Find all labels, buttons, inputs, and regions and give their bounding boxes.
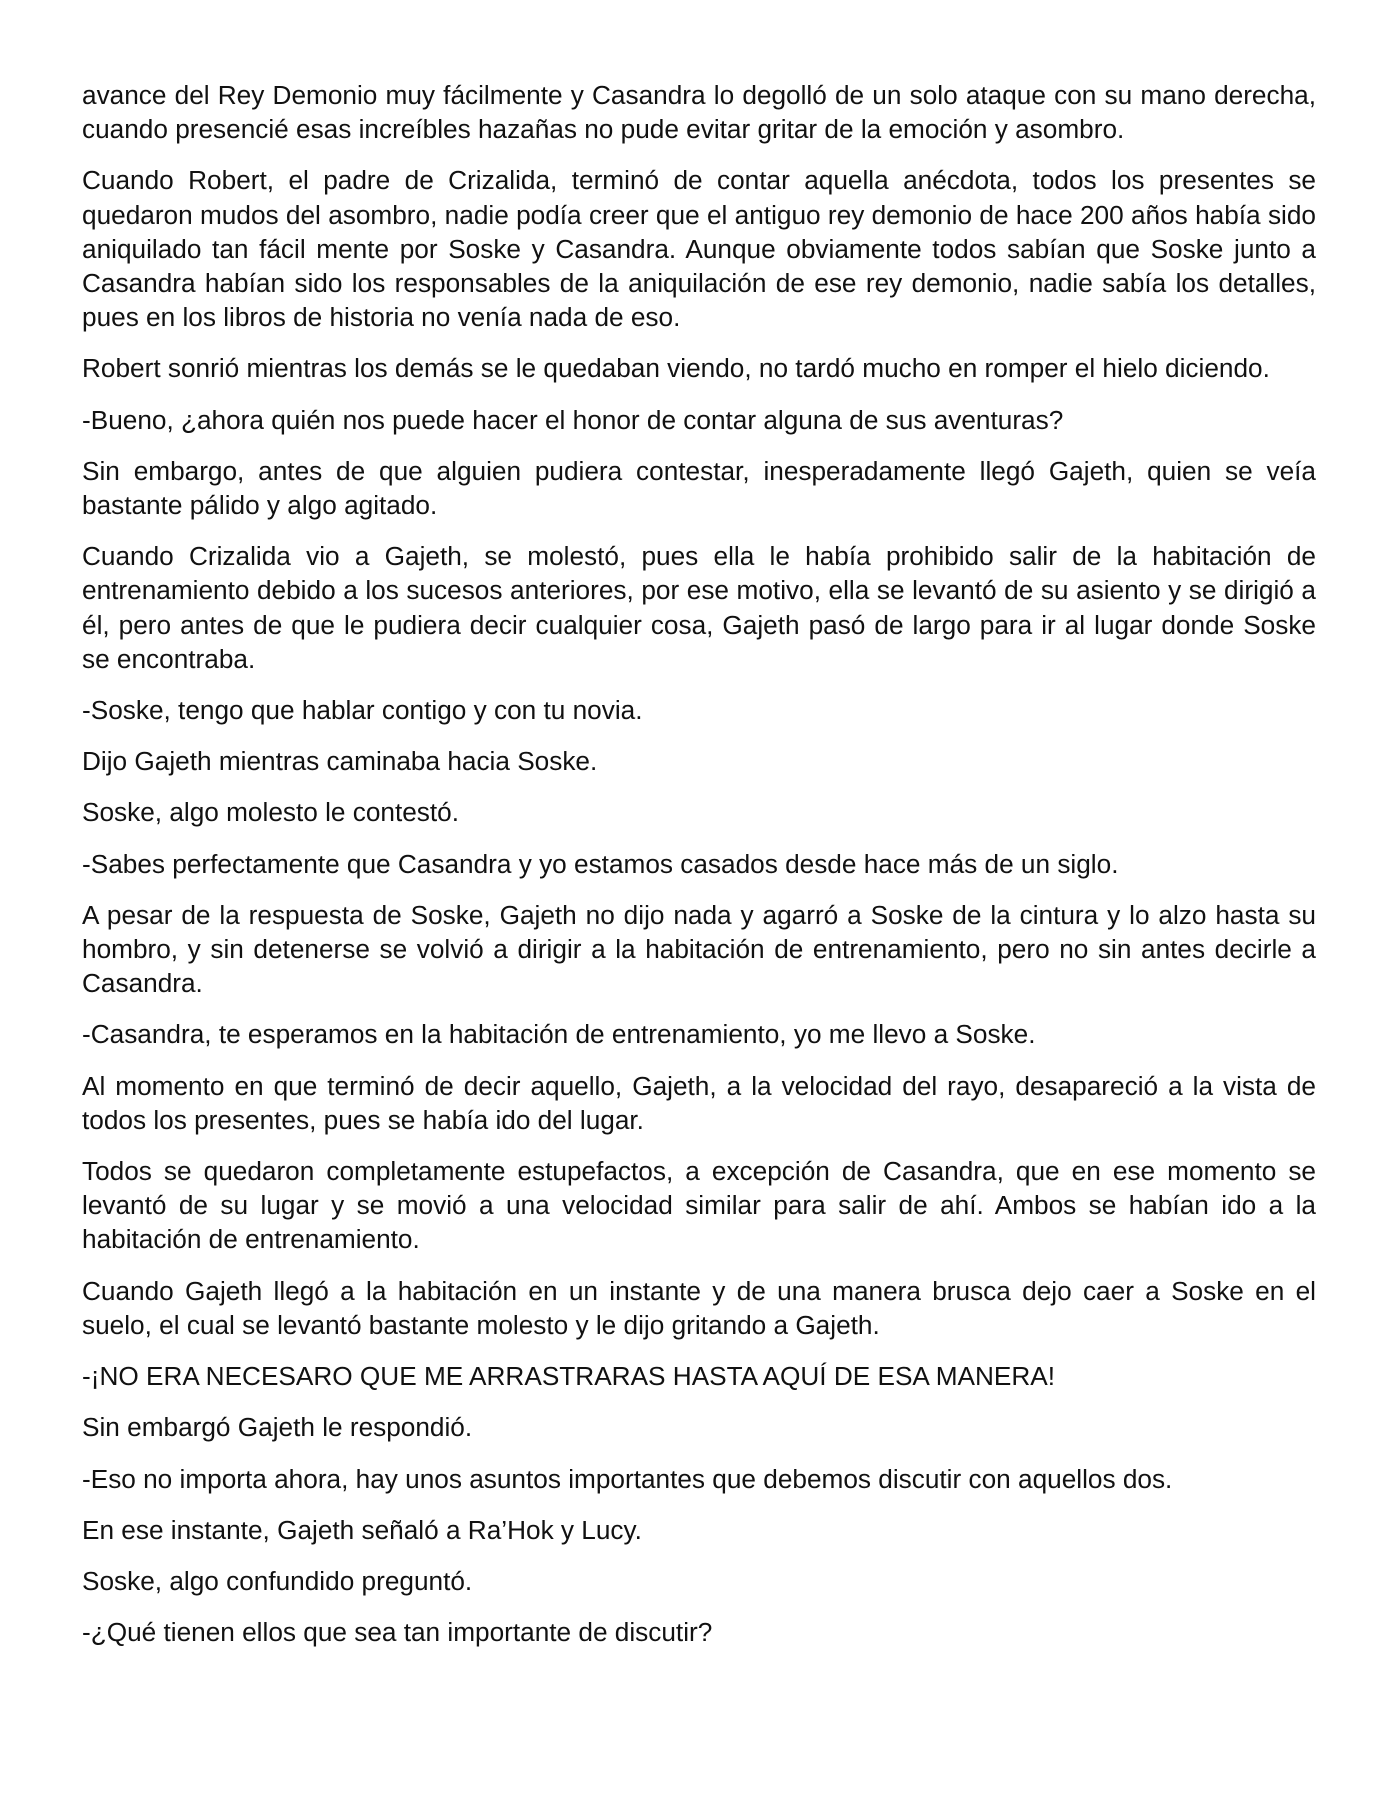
paragraph: Soske, algo molesto le contestó. [82,797,460,828]
paragraph: Cuando Crizalida vio a Gajeth, se molestó, pues ella le había prohibido salir de la habitación de entrenamiento debido a los sucesos anteriores, por ese motivo, ella se levantó de su asiento y se dirigió a él, pero antes de que le pudiera decir cualquier cosa, Gajeth pasó de largo para ir al lugar donde Soske se encontraba. [82,541,1316,674]
paragraph: Cuando Robert, el padre de Crizalida, terminó de contar aquella anécdota, todos los presentes se quedaron mudos del asombro, nadie podía creer que el antiguo rey demonio de hace 200 años había sido aniquilado tan fácil mente por Soske y Casandra. Aunque obviamente todos sabían que Soske junto a Casandra habían sido los responsables de la aniquilación de ese rey demonio, nadie sabía los detalles, pues en los libros de historia no venía nada de eso. [82,165,1316,333]
paragraph: Soske, algo confundido preguntó. [82,1565,473,1596]
paragraph: A pesar de la respuesta de Soske, Gajeth no dijo nada y agarró a Soske de la cintura y lo alzo hasta su hombro, y sin detenerse se volvió a dirigir a la habitación de entrenamiento, pero no sin antes decirle a Casandra. [82,899,1316,999]
paragraph: Sin embargó Gajeth le respondió. [82,1412,473,1443]
document-page [82,78,1316,1666]
dialogue-line: -¡NO ERA NECESARO QUE ME ARRASTRARAS HASTA AQUÍ DE ESA MANERA! [82,1361,1056,1392]
dialogue-line: -Sabes perfectamente que Casandra y yo estamos casados desde hace más de un siglo. [82,848,1119,879]
paragraph: avance del Rey Demonio muy fácilmente y Casandra lo degolló de un solo ataque con su mano derecha, cuando presencié esas increíbles hazañas no pude evitar gritar de la emoción y asombro. [82,80,1316,145]
paragraph: En ese instante, Gajeth señaló a Ra’Hok y Lucy. [82,1514,642,1545]
dialogue-line: -Eso no importa ahora, hay unos asuntos importantes que debemos discutir con aquellos dos. [82,1463,1173,1494]
paragraph: Robert sonrió mientras los demás se le quedaban viendo, no tardó mucho en romper el hielo diciendo. [82,353,1270,384]
paragraph: Cuando Gajeth llegó a la habitación en un instante y de una manera brusca dejo caer a Soske en el suelo, el cual se levantó bastante molesto y le dijo gritando a Gajeth. [82,1275,1316,1340]
paragraph: Sin embargo, antes de que alguien pudiera contestar, inesperadamente llegó Gajeth, quien se veía bastante pálido y algo agitado. [82,455,1316,521]
dialogue-line: -Soske, tengo que hablar contigo y con tu novia. [82,695,643,726]
dialogue-line: -Casandra, te esperamos en la habitación de entrenamiento, yo me llevo a Soske. [82,1019,1036,1050]
dialogue-line: -¿Qué tienen ellos que sea tan importante de discutir? [82,1617,713,1648]
paragraph: Dijo Gajeth mientras caminaba hacia Soske. [82,746,598,777]
paragraph: Al momento en que terminó de decir aquello, Gajeth, a la velocidad del rayo, desapareció a la vista de todos los presentes, pues se había ido del lugar. [82,1070,1316,1135]
dialogue-line: -Bueno, ¿ahora quién nos puede hacer el honor de contar alguna de sus aventuras? [82,404,1064,435]
paragraph: Todos se quedaron completamente estupefactos, a excepción de Casandra, que en ese momento se levantó de su lugar y se movió a una velocidad similar para salir de ahí. Ambos se habían ido a la habitación de entrenamiento. [82,1156,1316,1255]
